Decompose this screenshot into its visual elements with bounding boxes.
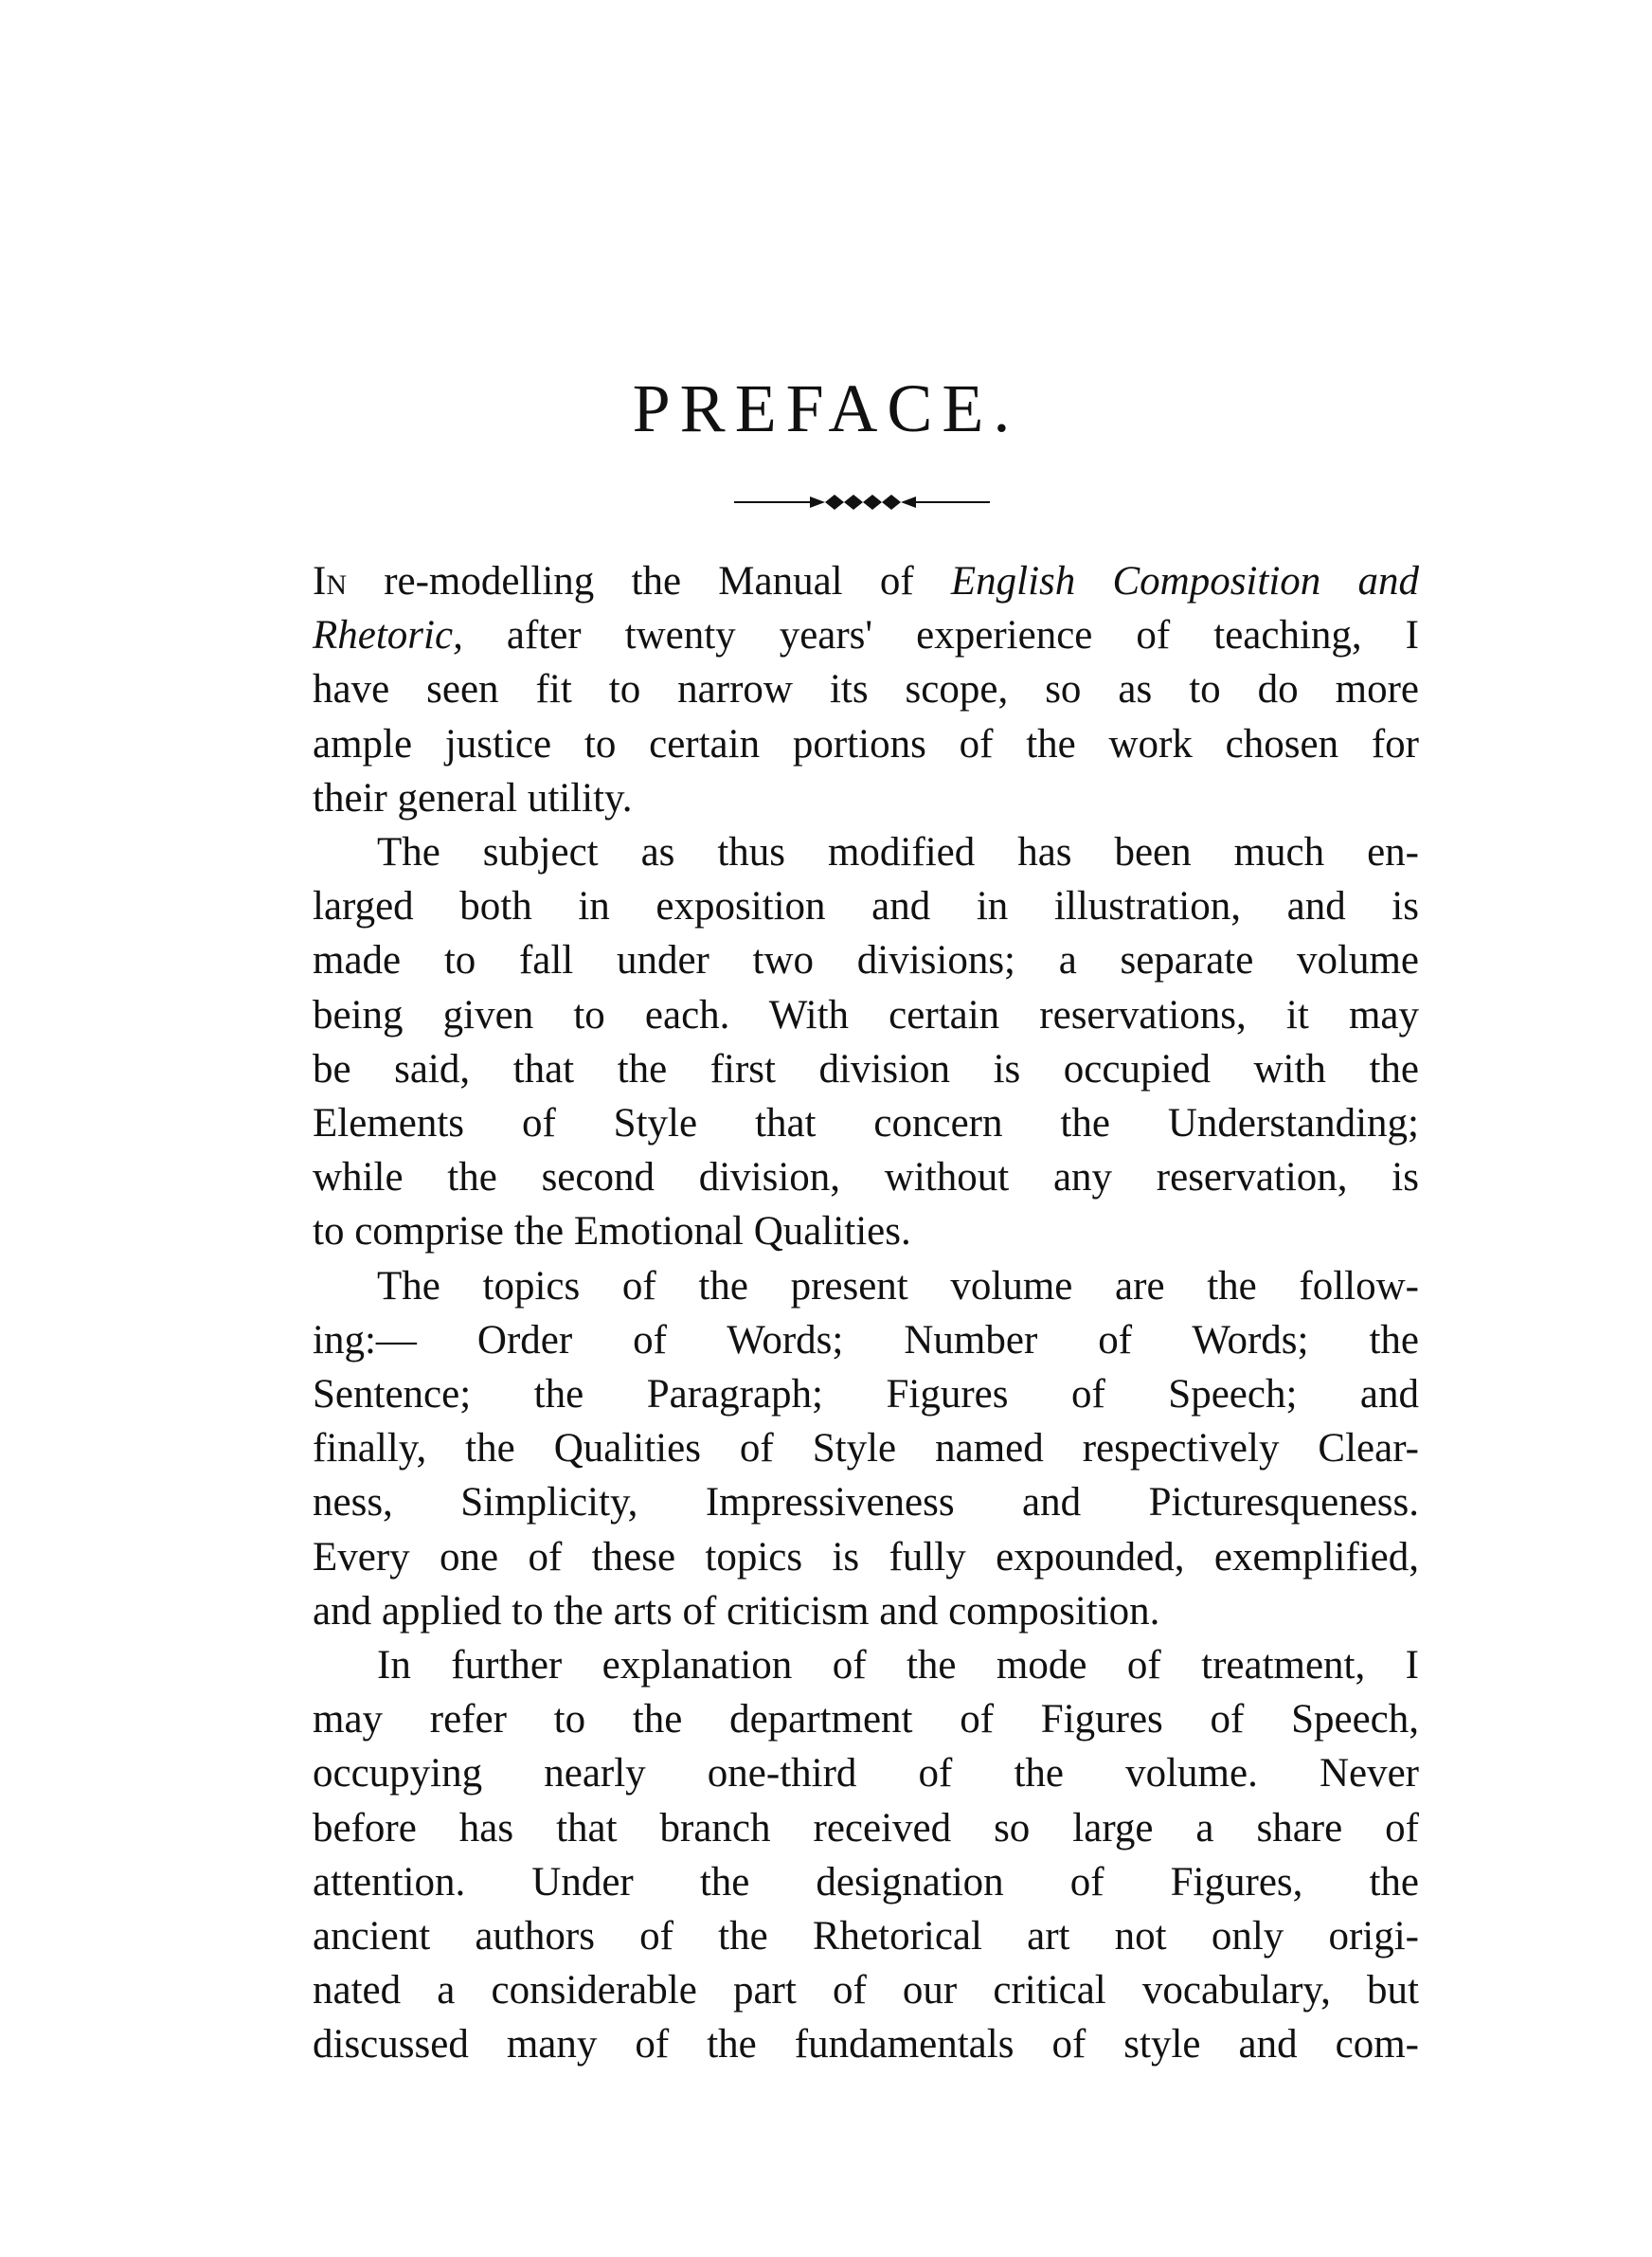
- text-line: to comprise the Emotional Qualities.: [313, 1209, 911, 1255]
- paragraph-3: [313, 1259, 1419, 1638]
- paragraph-2: [313, 825, 1419, 1259]
- text-fragment: re-modelling the Manual of: [346, 559, 951, 604]
- text-line: and applied to the arts of criticism and composition.: [313, 1588, 1160, 1634]
- text-line: discussed many of the fundamentals of style and com-: [313, 2022, 1419, 2067]
- text-line: The topics of the present volume are the follow-: [377, 1263, 1419, 1309]
- preface-body: [313, 554, 1419, 2072]
- text-line: before has that branch received so large a share of: [313, 1805, 1419, 1851]
- page-title: PREFACE.: [632, 370, 1020, 446]
- text-line: their general utility.: [313, 775, 633, 821]
- text-fragment: after twenty years' experience of teaching, I: [462, 613, 1419, 659]
- text-line: ancient authors of the Rhetorical art not only origi-: [313, 1914, 1419, 1959]
- text-line: [313, 608, 1419, 662]
- text-line: attention. Under the designation of Figures, the: [313, 1859, 1419, 1905]
- text-line: Sentence; the Paragraph; Figures of Speech; and: [313, 1372, 1419, 1417]
- text-line: nated a considerable part of our critical vocabulary, but: [313, 1968, 1419, 2013]
- text-line: ing:— Order of Words; Number of Words; the: [313, 1317, 1419, 1363]
- text-line: may refer to the department of Figures of Speech,: [313, 1697, 1419, 1742]
- text-line: Elements of Style that concern the Understanding;: [313, 1101, 1419, 1147]
- text-line: occupying nearly one-third of the volume. Never: [313, 1751, 1419, 1797]
- text-line: The subject as thus modified has been much en-: [377, 830, 1419, 876]
- text-line: being given to each. With certain reservations, it may: [313, 992, 1419, 1038]
- text-line: larged both in exposition and in illustration, and is: [313, 884, 1419, 930]
- text-line: ample justice to certain portions of the work chosen for: [313, 721, 1419, 767]
- text-line: ness, Simplicity, Impressiveness and Picturesqueness.: [313, 1480, 1419, 1526]
- text-line: while the second division, without any reservation, is: [313, 1155, 1419, 1201]
- text-line: be said, that the first division is occupied with the: [313, 1046, 1419, 1092]
- text-line: In further explanation of the mode of treatment, I: [377, 1643, 1419, 1688]
- text-line: have seen fit to narrow its scope, so as to do more: [313, 667, 1419, 713]
- paragraph-1: [313, 554, 1419, 825]
- drop-word: In: [313, 559, 347, 604]
- ornamental-rule-icon: [734, 491, 990, 514]
- text-line: Every one of these topics is fully expounded, exemplified,: [313, 1534, 1419, 1580]
- paragraph-4: [313, 1638, 1419, 2072]
- book-title-italic: Rhetoric,: [313, 613, 463, 659]
- text-line: finally, the Qualities of Style named respectively Clear-: [313, 1426, 1419, 1472]
- text-line: made to fall under two divisions; a separate volume: [313, 938, 1419, 984]
- text-line: [313, 554, 1419, 608]
- book-title-italic: English Composition and: [950, 559, 1419, 604]
